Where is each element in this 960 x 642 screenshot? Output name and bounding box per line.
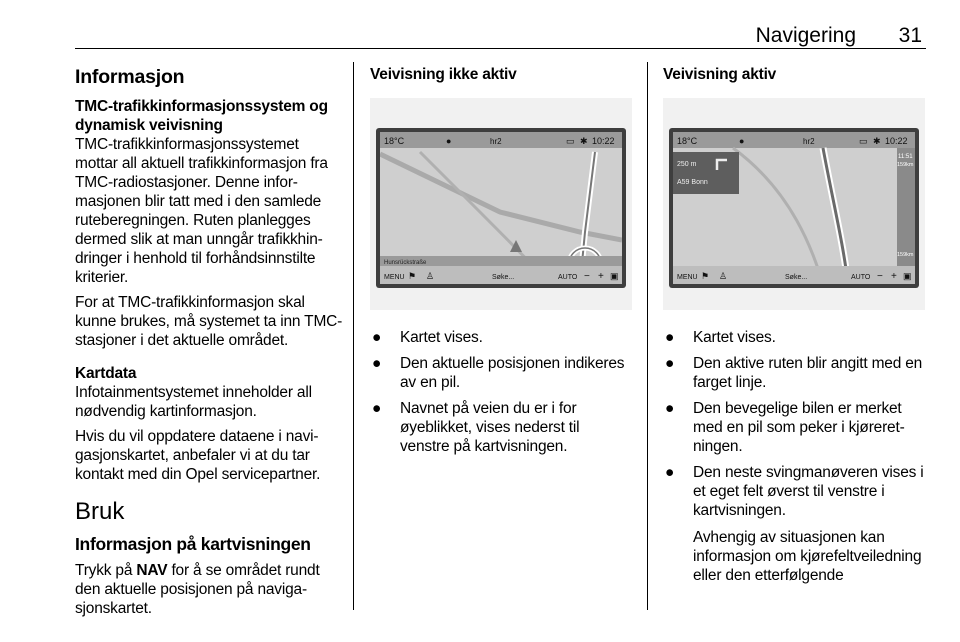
paragraph-extra: Avhengig av situasjonen kan informasjon om kjørefeltveiledning eller den etterfølgende	[693, 529, 922, 584]
person-icon: ♙	[719, 271, 728, 281]
infotainment-screen	[669, 128, 919, 288]
list-item: ● Den bevegelige bilen er merket med en pil som peker i kjøreretningen.	[665, 400, 905, 455]
person-icon: ♙	[426, 271, 435, 281]
search-button: Søke...	[492, 274, 515, 281]
menu-button: MENU	[677, 274, 698, 281]
distance-remaining-top: 159km	[897, 162, 914, 168]
gear-icon: ✱	[873, 136, 881, 146]
section-heading-informasjon: Informasjon	[75, 66, 185, 88]
bullet-list-active	[663, 328, 926, 585]
zoom-in-icon: +	[891, 271, 897, 282]
turn-panel	[673, 152, 739, 194]
turn-distance: 250 m	[677, 161, 697, 168]
column-divider-1	[353, 62, 354, 610]
list-item: ● Kartet vises.	[372, 329, 483, 346]
eta-label: 11:51	[898, 154, 913, 160]
paragraph-tmc-1: TMC-trafikkinformasjonssystemet mottar all aktuell trafikkinformasjon fra TMC-radiostasjoner. Denne informasjonen blir tatt med i den samlede ruteberegningen. Ruten planlegges dermed slik at man unngår trafikkhindringer i henhold til forhåndsinnstilte kriterier.	[75, 136, 328, 286]
location-pin-icon: ●	[739, 136, 745, 146]
options-icon: ▣	[610, 271, 619, 281]
paragraph-kartdata-1: Infotainmentsystemet inneholder all nødvendig kartinformasjon.	[75, 384, 312, 420]
map-screenshot-active	[663, 98, 925, 310]
page-number: 31	[898, 24, 922, 47]
options-icon: ▣	[903, 271, 912, 281]
bullet-list-inactive	[370, 328, 632, 456]
subheading-tmc: TMC-trafikkinformasjonssystem og dynamisk veivisning	[75, 98, 328, 134]
message-icon: ▭	[859, 136, 868, 146]
map-screenshot-inactive	[370, 98, 632, 310]
station-label: hr2	[803, 137, 815, 146]
column-3	[663, 62, 926, 592]
temp-label: 18°C	[384, 136, 405, 146]
title-guidance-inactive: Veivisning ikke aktiv	[370, 66, 517, 83]
subheading-kartvisning: Informasjon på kartvisningen	[75, 534, 311, 554]
zoom-out-icon: −	[584, 271, 590, 282]
list-item: ● Navnet på veien du er i for øyeblikket, vises nederst til venstre på kartvisningen.	[372, 400, 580, 455]
message-icon: ▭	[566, 136, 575, 146]
menu-button: MENU	[384, 274, 405, 281]
list-item: ● Den neste svingmanøveren vises i et eget felt øverst til venstre i kartvisningen. Avhengig av situasjonen kan informasjon om kjørefeltveiledning eller den etterfølgende	[663, 463, 926, 585]
flag-icon: ⚑	[701, 271, 710, 281]
subheading-kartdata: Kartdata	[75, 365, 137, 382]
time-label: 10:22	[885, 136, 908, 146]
auto-button: AUTO	[851, 274, 871, 281]
nav-keyword: NAV	[136, 562, 168, 579]
column-1	[75, 62, 343, 624]
list-item: ● Den aktuelle posisjonen indikeres av en pil.	[372, 355, 625, 391]
list-item: ● Den aktive ruten blir angitt med en farget linje.	[665, 355, 923, 391]
gear-icon: ✱	[580, 136, 588, 146]
distance-remaining-bottom: 159km	[897, 252, 914, 258]
time-label: 10:22	[592, 136, 615, 146]
header-title: Navigering	[755, 24, 856, 47]
list-item: ● Kartet vises.	[665, 329, 776, 346]
turn-road: A59 Bonn	[677, 179, 708, 186]
page-header	[75, 18, 926, 49]
paragraph-nav: Trykk på NAV for å se området rundt den aktuelle posisjonen på navigasjonskartet.	[75, 562, 320, 617]
map-display	[673, 132, 915, 284]
zoom-in-icon: +	[598, 271, 604, 282]
title-guidance-active: Veivisning aktiv	[663, 66, 777, 83]
search-button: Søke...	[785, 274, 808, 281]
section-heading-bruk: Bruk	[75, 498, 125, 525]
temp-label: 18°C	[677, 136, 698, 146]
paragraph-kartdata-2: Hvis du vil oppdatere dataene i navigasjonskartet, anbefaler vi at du tar kontakt med din Opel servicepartner.	[75, 428, 321, 483]
flag-icon: ⚑	[408, 271, 417, 281]
location-pin-icon: ●	[446, 136, 452, 146]
station-label: hr2	[490, 137, 502, 146]
zoom-out-icon: −	[877, 271, 883, 282]
column-divider-2	[647, 62, 648, 610]
infotainment-screen	[376, 128, 626, 288]
auto-button: AUTO	[558, 274, 578, 281]
column-2	[370, 62, 632, 463]
street-label: Hunsrückstraße	[384, 260, 427, 266]
paragraph-tmc-2: For at TMC-trafikkinformasjon skal kunne brukes, må systemet ta inn TMC-stasjoner i det aktuelle området.	[75, 294, 343, 349]
map-display	[380, 132, 622, 284]
